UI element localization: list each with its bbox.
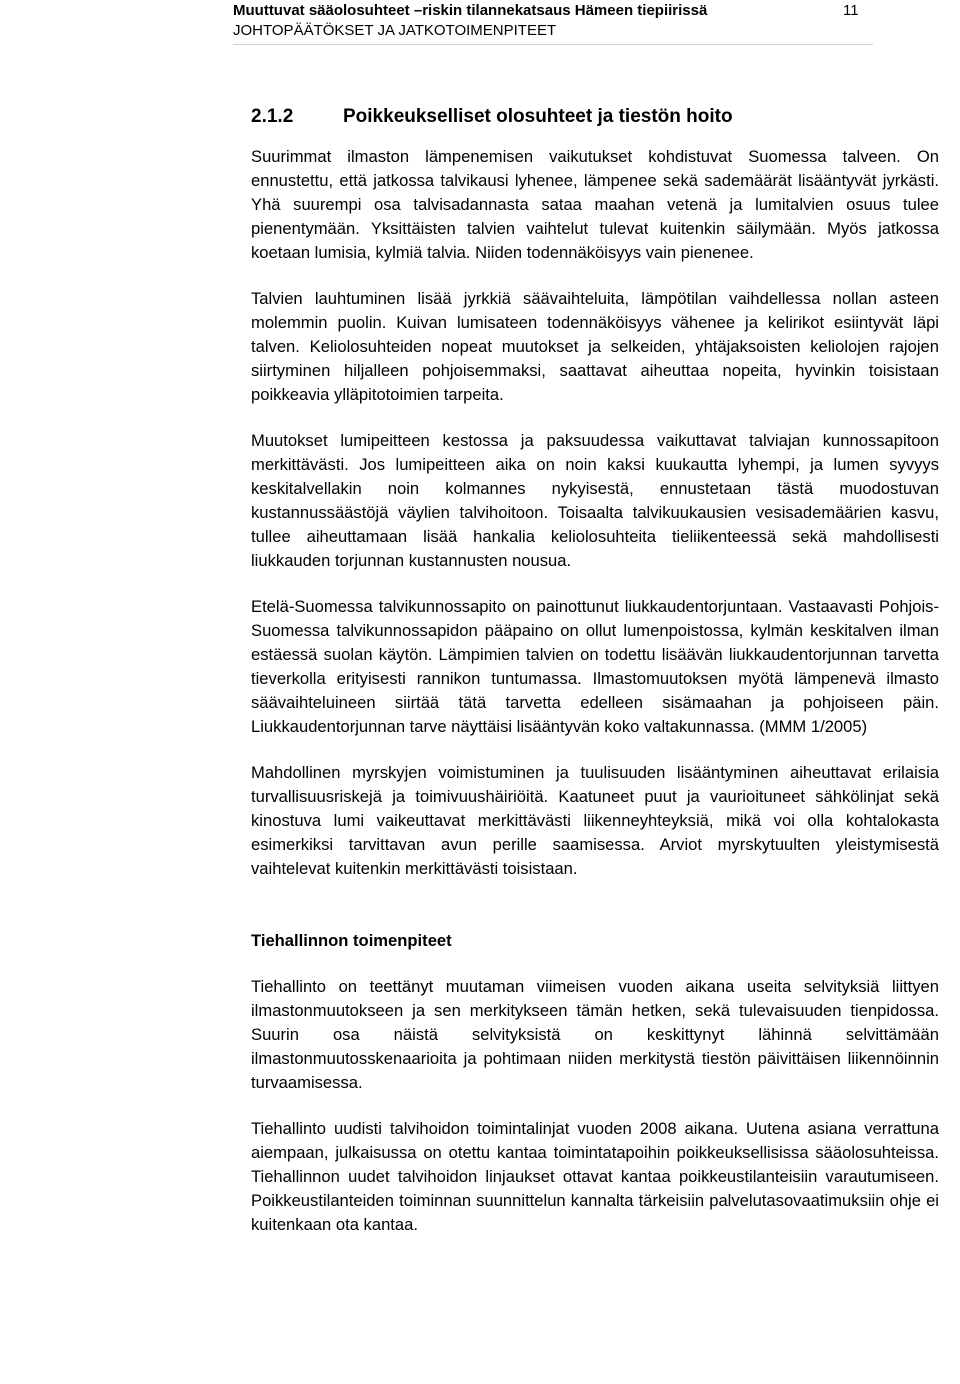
section-title: Poikkeukselliset olosuhteet ja tiestön hoito: [343, 106, 733, 127]
page-number: 11: [843, 2, 859, 19]
paragraph: Talvien lauhtuminen lisää jyrkkiä säävaihteluita, lämpötilan vaihdellessa nollan asteen molemmin puolin. Kuivan lumisateen todennäköisyys vähenee ja kelirikot esiintyvät läpi talven. Keliolosuhteiden nopeat muutokset ja selkeiden, yhtäjaksoisten keliolojen rajojen siirtyminen hiljalleen pohjoisemmaksi, saattavat aiheuttaa nopeita, hyvinkin toisistaan poikkeavia ylläpitotoimien tarpeita.: [251, 289, 939, 404]
page-body: [251, 104, 939, 1259]
chapter-title: JOHTOPÄÄTÖKSET JA JATKOTOIMENPITEET: [233, 22, 557, 39]
paragraph: Mahdollinen myrskyjen voimistuminen ja tuulisuuden lisääntyminen aiheuttavat erilaisia turvallisuusriskejä ja toimivuushäiriöitä. Kaatuneet puut ja vaurioituneet sähkölinjat sekä kinostuva lumi vaikeuttavat merkittävästi liikenneyhteyksiä, mikä voi olla kohtalokasta esimerkiksi tarvittavan avun perille saamisessa. Arviot myrskytuulten yleistymisestä vaihtelevat kuitenkin merkittävästi toisistaan.: [251, 763, 939, 878]
paragraph: Tiehallinto uudisti talvihoidon toimintalinjat vuoden 2008 aikana. Uutena asiana verrattuna aiempaan, julkaisussa on otettu kantaa toimintatapoihin poikkeuksellisissa sääolosuhteissa. Tiehallinnon uudet talvihoidon linjaukset ottavat kantaa poikkeustilanteisiin varautumiseen. Poikkeustilanteiden toiminnan suunnittelun kannalta tärkeisiin palvelutasovaatimuksiin ohje ei kuitenkaan ota kantaa.: [251, 1119, 939, 1234]
paragraph: Etelä-Suomessa talvikunnossapito on painottunut liukkaudentorjuntaan. Vastaavasti Pohjois-Suomessa talvikunnossapidon pääpaino on ollut lumenpoistossa, kylmän keskitalven ilman estäessä suolan käytön. Lämpimien talvien on todettu lisäävän liukkaudentorjunnan tarvetta tieverkolla erityisesti rannikon tuntumassa. Ilmastomuutoksen myötä lämpenevä ilmasto säävaihteluineen siirtää tätä tarvetta edelleen sisämaahan ja pohjoiseen päin. Liukkaudentorjunnan tarve näyttäisi lisääntyvän koko valtakunnassa. (MMM 1/2005): [251, 597, 939, 736]
paragraph: Muutokset lumipeitteen kestossa ja paksuudessa vaikuttavat talviajan kunnossapitoon merkittävästi. Jos lumipeitteen aika on noin kaksi kuukautta lyhempi, ja lumen syvyys keskitalvellakin noin kolmannes nykyisestä, ennustetaan tästä muodostuvan kustannussäästöjä väylien talvihoitoon. Toisaalta talvikuukausien vesisademäärien kasvu, tullee aiheuttamaan lisää hankalia keliolosuhteita tieliikenteessä sekä mahdollisesti liukkauden torjunnan kustannusten nousua.: [251, 431, 939, 570]
paragraph: Tiehallinto on teettänyt muutaman viimeisen vuoden aikana useita selvityksiä liittyen ilmastonmuutokseen ja sen merkitykseen tämän hetken, sekä tulevaisuuden tienpidossa. Suurin osa näistä selvityksistä on keskittynyt lähinnä selvittämään ilmastonmuutosskenaarioita ja pohtimaan niiden merkitystä tiestön päivittäisen liikennöinnin turvaamisessa.: [251, 977, 939, 1092]
section-number: 2.1.2: [251, 106, 294, 127]
subsection-heading: Tiehallinnon toimenpiteet: [251, 931, 452, 950]
document-title: Muuttuvat sääolosuhteet –riskin tilannekatsaus Hämeen tiepiirissä: [233, 2, 708, 19]
page-header: [233, 0, 873, 45]
section-heading: [251, 104, 939, 130]
paragraph: Suurimmat ilmaston lämpenemisen vaikutukset kohdistuvat Suomessa talveen. On ennustettu, että jatkossa talvikausi lyhenee, lämpenee sekä sademäärät lisääntyvät jyrkästi. Yhä suurempi osa talvisadannasta sataa maahan vetenä ja lumitalvien osuus tulee pienentymään. Yksittäisten talvien vaihtelut tulevat kuitenkin säilymään. Myös jatkossa koetaan lumisia, kylmiä talvia. Niiden todennäköisyys vain pienenee.: [251, 147, 939, 262]
